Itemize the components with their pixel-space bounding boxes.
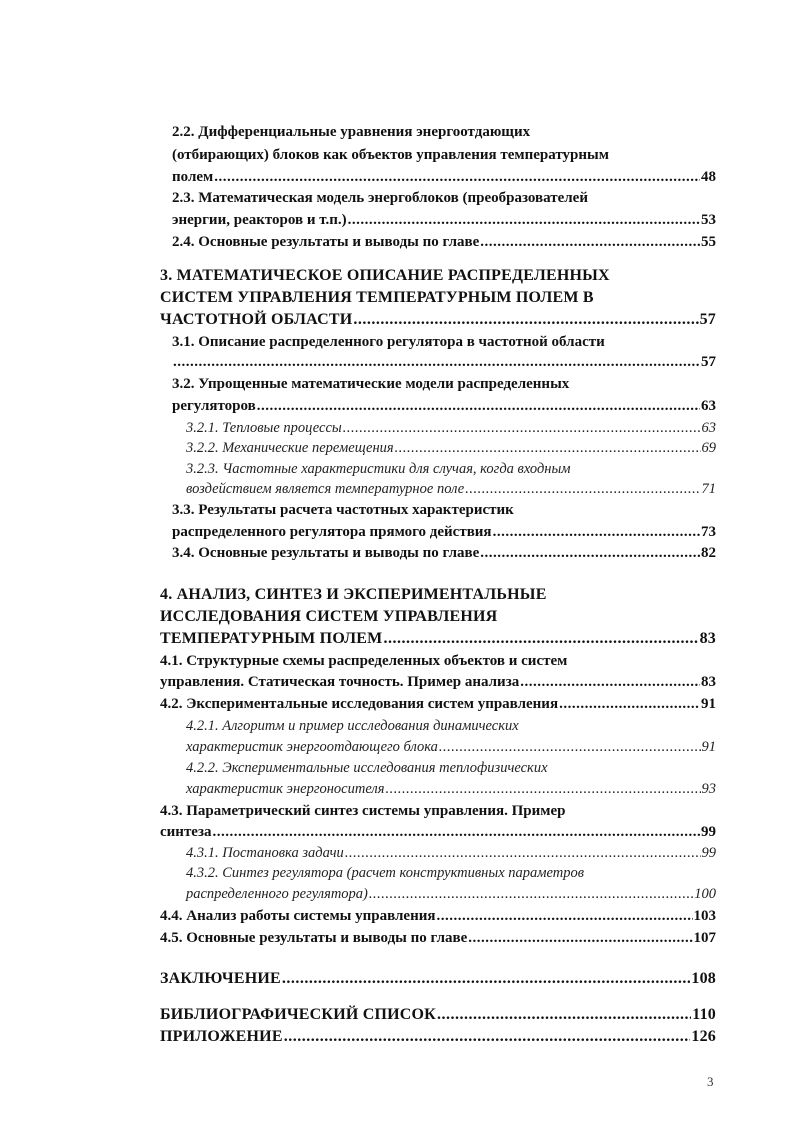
toc-entry-3-2-3-line-1: 3.2.3. Частотные характеристики для случая, когда входным [186,461,571,477]
toc-entry-4-2-1 [186,737,716,757]
toc-entry-3-4 [172,543,716,563]
toc-page-number: 108 [691,970,716,987]
leader-dots [559,694,700,714]
leader-dots [282,969,690,989]
toc-bibliography [160,1005,716,1025]
toc-entry-4-3-2 [186,884,716,904]
toc-entry-title: 4.4. Анализ работы системы управления [160,908,436,924]
toc-page-number: 83 [699,630,716,647]
toc-page-number: 55 [701,234,716,250]
page-number: 3 [707,1074,714,1089]
toc-entry-3-2-2 [186,438,716,458]
toc-entry-3-2-line-1: 3.2. Упрощенные математические модели распределенных [172,376,570,392]
toc-entry-title: полем [172,169,214,185]
toc-entry-title: распределенного регулятора прямого действия [172,524,492,540]
leader-dots [257,396,700,416]
toc-page-number: 93 [701,781,716,797]
toc-entry-4-3-line-1: 4.3. Параметрический синтез системы управления. Пример [160,803,566,819]
toc-page-number: 69 [701,440,716,456]
toc-chapter-4-line-1: 4. АНАЛИЗ, СИНТЕЗ И ЭКСПЕРИМЕНТАЛЬНЫЕ [160,586,547,603]
toc-chapter-3-line-2: СИСТЕМ УПРАВЛЕНИЯ ТЕМПЕРАТУРНЫМ ПОЛЕМ В [160,289,594,306]
leader-dots [480,232,700,252]
toc-entry-title: БИБЛИОГРАФИЧЕСКИЙ СПИСОК [160,1006,436,1023]
leader-dots [493,522,700,542]
toc-page-number: 63 [701,420,716,436]
toc-page-number: 48 [701,169,716,185]
toc-page-number: 91 [701,739,716,755]
toc-entry-3-2-1 [186,418,716,438]
leader-dots [284,1027,691,1047]
toc-entry-title: 2.4. Основные результаты и выводы по главе [172,234,480,250]
toc-entry-2-4 [172,232,716,252]
toc-entry-2-2-line-2: (отбирающих) блоков как объектов управления температурным [172,147,609,163]
toc-entry-2-3-line-1: 2.3. Математическая модель энергоблоков (преобразователей [172,190,588,206]
toc-entry-title: регуляторов [172,398,256,414]
leader-dots [353,310,698,330]
toc-page-number: 71 [701,481,716,497]
toc-entry-title: ПРИЛОЖЕНИЕ [160,1028,283,1045]
toc-chapter-3 [160,310,716,330]
toc-entry-4-5 [160,928,716,948]
toc-entry-3-1-line-1: 3.1. Описание распределенного регулятора в частотной области [172,334,605,350]
toc-page-number: 103 [693,908,716,924]
leader-dots [520,672,700,692]
leader-dots [369,884,693,904]
leader-dots [465,479,700,499]
leader-dots [395,438,701,458]
toc-page-number: 82 [701,545,716,561]
toc-entry-title: ЧАСТОТНОЙ ОБЛАСТИ [160,311,353,328]
toc-entry-4-2-1-line-1: 4.2.1. Алгоритм и пример исследования динамических [186,718,519,734]
toc-entry-title: 3.2.2. Механические перемещения [186,440,394,456]
leader-dots [439,737,701,757]
toc-entry-title: энергии, реакторов и т.п.) [172,212,347,228]
toc-page-number: 107 [693,930,716,946]
toc-entry-3-2-3 [186,479,716,499]
leader-dots [213,822,701,842]
toc-entry-title: 4.3.1. Постановка задачи [186,845,344,861]
toc-appendix [160,1027,716,1047]
toc-chapter-4 [160,629,716,649]
toc-entry-2-3 [172,210,716,230]
toc-page-number: 63 [701,398,716,414]
toc-page-number: 57 [701,354,716,370]
leader-dots [480,543,700,563]
toc-page-number: 57 [699,311,716,328]
leader-dots [437,906,693,926]
leader-dots [348,210,700,230]
toc-page-number: 91 [701,696,716,712]
toc-page-number: 110 [692,1006,716,1023]
toc-page-number: 126 [691,1028,716,1045]
toc-entry-title: 3.4. Основные результаты и выводы по главе [172,545,480,561]
leader-dots [345,843,701,863]
toc-entry-title: воздействием является температурное поле [186,481,465,497]
toc-chapter-4-line-2: ИССЛЕДОВАНИЯ СИСТЕМ УПРАВЛЕНИЯ [160,608,498,625]
toc-entry-2-2-line-1: 2.2. Дифференциальные уравнения энергоотдающих [172,124,531,140]
toc-entry-3-3-line-1: 3.3. Результаты расчета частотных характеристик [172,502,514,518]
toc-entry-title: характеристик энергоотдающего блока [186,739,438,755]
leader-dots [214,167,700,187]
toc-entry-title: распределенного регулятора) [186,886,368,902]
toc-page-number: 100 [694,886,716,902]
toc-entry-title: ЗАКЛЮЧЕНИЕ [160,970,281,987]
toc-entry-title: синтеза [160,824,212,840]
leader-dots [437,1005,691,1025]
toc-page-number: 99 [701,845,716,861]
toc-entry-4-2 [160,694,716,714]
toc-entry-title: характеристик энергоносителя [186,781,385,797]
leader-dots [385,779,700,799]
toc-entry-3-2 [172,396,716,416]
toc-chapter-3-line-1: 3. МАТЕМАТИЧЕСКОЕ ОПИСАНИЕ РАСПРЕДЕЛЕННЫХ [160,267,610,284]
toc-entry-2-2 [172,167,716,187]
toc-entry-title: 4.2. Экспериментальные исследования систем управления [160,696,559,712]
toc-entry-4-4 [160,906,716,926]
toc-entry-title: 3.2.1. Тепловые процессы [186,420,342,436]
toc-entry-4-2-2 [186,779,716,799]
toc-entry-4-3-2-line-1: 4.3.2. Синтез регулятора (расчет конструктивных параметров [186,865,585,881]
toc-entry-4-3 [160,822,716,842]
leader-dots [173,352,700,372]
toc-conclusion [160,969,716,989]
toc-page-number: 73 [701,524,716,540]
toc-entry-4-1 [160,672,716,692]
toc-page-number: 99 [701,824,716,840]
toc-page-number: 53 [701,212,716,228]
toc-entry-3-1 [172,352,716,372]
toc-entry-title: 4.5. Основные результаты и выводы по главе [160,930,468,946]
toc-page-number: 83 [701,674,716,690]
leader-dots [343,418,701,438]
leader-dots [468,928,692,948]
leader-dots [383,629,698,649]
toc-entry-title: ТЕМПЕРАТУРНЫМ ПОЛЕМ [160,630,383,647]
toc-entry-4-1-line-1: 4.1. Структурные схемы распределенных объектов и систем [160,653,568,669]
toc-entry-title: управления. Статическая точность. Пример анализа [160,674,520,690]
toc-entry-3-3 [172,522,716,542]
toc-entry-4-2-2-line-1: 4.2.2. Экспериментальные исследования теплофизических [186,760,548,776]
toc-entry-4-3-1 [186,843,716,863]
